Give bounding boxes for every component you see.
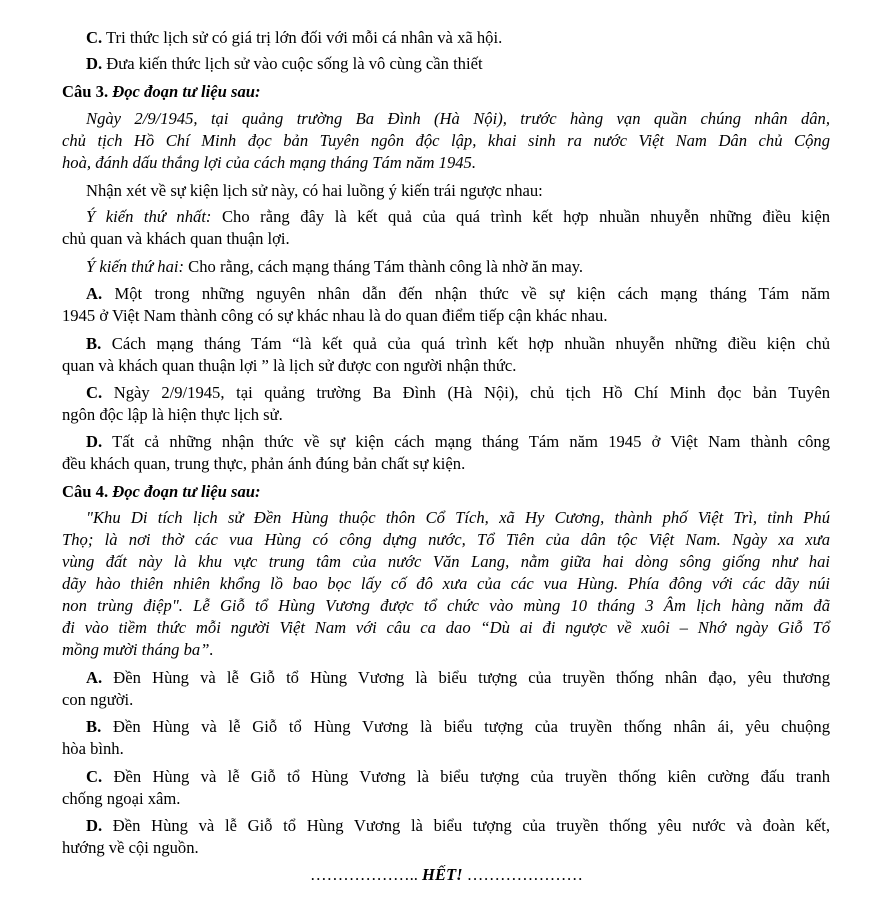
option-key: D.	[86, 432, 103, 451]
option-text: Đưa kiến thức lịch sử vào cuộc sống là vô cùng cần thiết	[102, 54, 483, 73]
q3-opinion-1-cont: chủ quan và khách quan thuận lợi.	[62, 229, 290, 248]
q3-option-c-cont: ngôn độc lập là hiện thực lịch sử.	[62, 405, 283, 424]
end-text: HẾT!	[417, 865, 467, 884]
dots-left: ………………..	[310, 865, 418, 884]
option-key: A.	[86, 668, 103, 687]
q3-option-c	[86, 382, 830, 404]
q3-passage-line: chủ tịch Hồ Chí Minh đọc bản Tuyên ngôn độc lập, khai sinh ra nước Việt Nam Dân chủ Cộng	[62, 131, 830, 150]
option-text: Đền Hùng và lễ Giỗ tổ Hùng Vương là biểu tượng của truyền thống nhân ái, yêu chuộng	[101, 717, 830, 736]
option-key: C.	[86, 28, 103, 47]
option-key: A.	[86, 284, 103, 303]
q3-option-b	[86, 333, 830, 355]
q4-passage-line: "Khu Di tích lịch sử Đền Hùng thuộc thôn Cổ Tích, xã Hy Cương, thành phố Việt Trì, tỉnh Phú	[86, 508, 830, 527]
option-key: B.	[86, 717, 102, 736]
q4-passage-line: mồng mười tháng ba”.	[62, 640, 214, 659]
q3-passage-line: hoà, đánh dấu thắng lợi của cách mạng tháng Tám năm 1945.	[62, 153, 477, 172]
opinion-text: Cho rằng, cách mạng tháng Tám thành công là nhờ ăn may.	[184, 257, 584, 276]
option-key: D.	[86, 816, 103, 835]
option-text: Cách mạng tháng Tám “là kết quả của quá trình kết hợp nhuần nhuyễn những điều kiện chủ	[101, 334, 830, 353]
q4-passage-line: vùng đất này là khu vực trung tâm của nước Văn Lang, nằm giữa hai dòng sông giống như hai	[62, 552, 830, 571]
q3-opinion-1	[86, 206, 830, 228]
dots-right: …………………	[466, 865, 583, 884]
q3-option-d	[86, 431, 830, 453]
opinion-text: Cho rằng đây là kết quả của quá trình kết hợp nhuần nhuyễn những điều kiện	[211, 207, 830, 226]
q4-passage-line: non trùng điệp". Lễ Giỗ tổ Hùng Vương được tổ chức vào mùng 10 tháng 3 Âm lịch hàng năm đã	[62, 596, 830, 615]
question-instruction: Đọc đoạn tư liệu sau:	[112, 82, 261, 101]
q3-option-a	[86, 283, 830, 305]
q3-passage-line: Ngày 2/9/1945, tại quảng trường Ba Đình (Hà Nội), trước hàng vạn quần chúng nhân dân,	[86, 109, 830, 128]
option-text: Một trong những nguyên nhân dẫn đến nhận thức về sự kiện cách mạng tháng Tám năm	[102, 284, 830, 303]
option-key: D.	[86, 54, 103, 73]
option-text: Đền Hùng và lễ Giỗ tổ Hùng Vương là biểu tượng của truyền thống kiên cường đấu tranh	[102, 767, 830, 786]
question-label: Câu 3.	[62, 82, 109, 101]
q3-prompt: Nhận xét về sự kiện lịch sử này, có hai luồng ý kiến trái ngược nhau:	[86, 181, 543, 200]
option-text: Đền Hùng và lễ Giỗ tổ Hùng Vương là biểu tượng của truyền thống yêu nước và đoàn kết,	[102, 816, 830, 835]
q4-option-c	[86, 766, 830, 788]
q4-option-a	[86, 667, 830, 689]
q4-passage-line: đi vào tiềm thức mỗi người Việt Nam với câu ca dao “Dù ai đi ngược về xuôi – Nhớ ngày Giỗ Tổ	[62, 618, 830, 637]
q4-option-c-cont: chống ngoại xâm.	[62, 789, 181, 808]
q4-heading	[62, 481, 830, 503]
end-marker	[0, 864, 893, 886]
question-instruction: Đọc đoạn tư liệu sau:	[112, 482, 261, 501]
option-key: B.	[86, 334, 102, 353]
q4-option-d	[86, 815, 830, 837]
q4-option-d-cont: hướng về cội nguồn.	[62, 838, 199, 857]
q4-passage-line: Thọ; là nơi thờ các vua Hùng có công dựng nước, Tổ Tiên của dân tộc Việt Nam. Ngày xa xưa	[62, 530, 830, 549]
option-text: Ngày 2/9/1945, tại quảng trường Ba Đình (Hà Nội), chủ tịch Hồ Chí Minh đọc bản Tuyên	[102, 383, 830, 402]
q3-option-a-cont: 1945 ở Việt Nam thành công có sự khác nhau là do quan điểm tiếp cận khác nhau.	[62, 306, 608, 325]
q2-option-d	[86, 53, 830, 75]
q4-option-b	[86, 716, 830, 738]
question-label: Câu 4.	[62, 482, 109, 501]
opinion-label: Ý kiến thứ hai:	[86, 257, 184, 276]
q3-option-d-cont: đều khách quan, trung thực, phản ánh đúng bản chất sự kiện.	[62, 454, 466, 473]
option-key: C.	[86, 767, 103, 786]
option-text: Tất cả những nhận thức về sự kiện cách mạng tháng Tám năm 1945 ở Việt Nam thành công	[102, 432, 830, 451]
q3-opinion-2	[86, 256, 830, 278]
option-text: Đền Hùng và lễ Giỗ tổ Hùng Vương là biểu tượng của truyền thống nhân đạo, yêu thương	[102, 668, 830, 687]
option-key: C.	[86, 383, 103, 402]
q2-option-c	[86, 27, 830, 49]
q3-option-b-cont: quan và khách quan thuận lợi ” là lịch sử được con người nhận thức.	[62, 356, 517, 375]
opinion-label: Ý kiến thứ nhất:	[86, 207, 212, 226]
q4-option-b-cont: hòa bình.	[62, 739, 124, 758]
q4-option-a-cont: con người.	[62, 690, 134, 709]
q3-heading	[62, 81, 830, 103]
q4-passage-line: dãy hào thiên nhiên khổng lồ bao bọc lấy cố đô xưa của các vua Hùng. Phía đông với các dãy núi	[62, 574, 830, 593]
option-text: Tri thức lịch sử có giá trị lớn đối với mỗi cá nhân và xã hội.	[102, 28, 503, 47]
